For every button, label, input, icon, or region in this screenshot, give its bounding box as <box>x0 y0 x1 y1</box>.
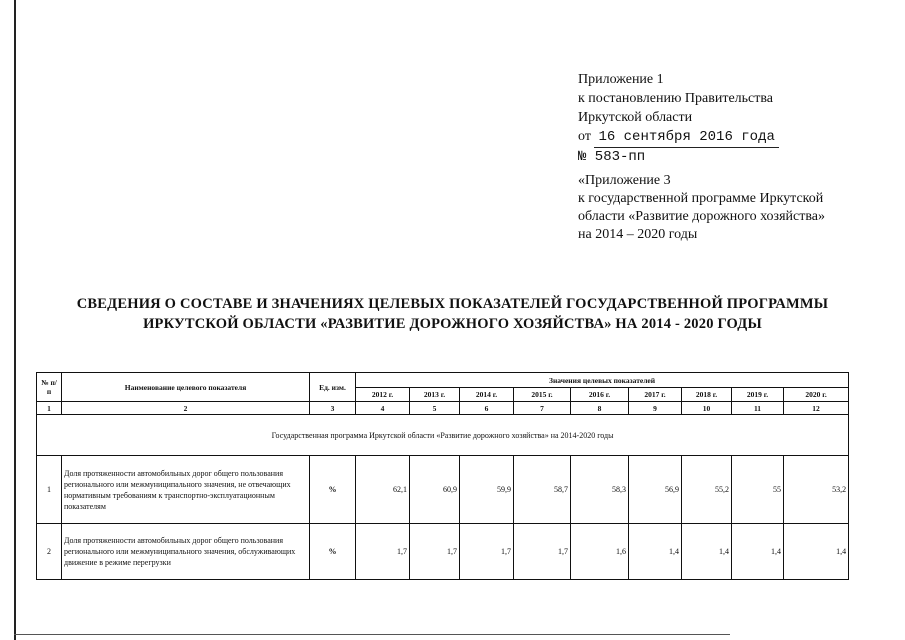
indicator-value: 53,2 <box>784 456 849 524</box>
program-title-cell: Государственная программа Иркутской области «Развитие дорожного хозяйства» на 2014-2020 годы <box>37 415 849 456</box>
document-title <box>40 294 865 334</box>
title-line-2: ИРКУТСКОЙ ОБЛАСТИ «РАЗВИТИЕ ДОРОЖНОГО ХОЗЯЙСТВА» НА 2014 - 2020 ГОДЫ <box>143 316 762 332</box>
appendix2-line-3: области «Развитие дорожного хозяйства» <box>578 209 825 224</box>
header-name: Наименование целевого показателя <box>62 373 310 402</box>
column-number: 12 <box>784 402 849 415</box>
indicator-value: 1,7 <box>514 524 571 580</box>
appendix-line-2: к постановлению Правительства <box>578 91 774 106</box>
table-column-numbers-row <box>37 402 849 415</box>
year-header: 2017 г. <box>629 388 682 402</box>
column-number: 8 <box>571 402 629 415</box>
indicator-value: 60,9 <box>410 456 460 524</box>
indicators-table <box>36 372 849 580</box>
indicator-name: Доля протяженности автомобильных дорог общего пользования регионального или межмуниципального значения, обслуживающих движение в режиме перегрузки <box>62 524 310 580</box>
year-header: 2013 г. <box>410 388 460 402</box>
indicator-value: 1,7 <box>460 524 514 580</box>
table-header-row <box>37 373 849 388</box>
row-number: 1 <box>37 456 62 524</box>
header-unit: Ед. изм. <box>310 373 356 402</box>
indicator-value: 58,7 <box>514 456 571 524</box>
indicator-value: 62,1 <box>356 456 410 524</box>
year-header: 2015 г. <box>514 388 571 402</box>
column-number: 1 <box>37 402 62 415</box>
column-number: 3 <box>310 402 356 415</box>
indicator-value: 1,7 <box>410 524 460 580</box>
appendix-date-row <box>578 127 779 148</box>
header-no: № п/п <box>37 373 62 402</box>
year-header: 2019 г. <box>732 388 784 402</box>
column-number: 4 <box>356 402 410 415</box>
year-header: 2014 г. <box>460 388 514 402</box>
appendix-program-note <box>578 172 825 244</box>
indicator-value: 55,2 <box>682 456 732 524</box>
column-number: 2 <box>62 402 310 415</box>
indicator-unit: % <box>310 456 356 524</box>
date-value: 16 сентября 2016 года <box>594 128 778 148</box>
year-header: 2016 г. <box>571 388 629 402</box>
column-number: 9 <box>629 402 682 415</box>
indicator-value: 1,4 <box>629 524 682 580</box>
header-values: Значения целевых показателей <box>356 373 849 388</box>
scan-edge-left <box>14 0 16 640</box>
year-header: 2020 г. <box>784 388 849 402</box>
column-number: 10 <box>682 402 732 415</box>
appendix-header <box>578 70 779 167</box>
scan-edge-bottom <box>14 634 730 635</box>
indicator-value: 1,6 <box>571 524 629 580</box>
date-prefix: от <box>578 129 591 144</box>
title-line-1: СВЕДЕНИЯ О СОСТАВЕ И ЗНАЧЕНИЯХ ЦЕЛЕВЫХ ПОКАЗАТЕЛЕЙ ГОСУДАРСТВЕННОЙ ПРОГРАММЫ <box>76 296 829 312</box>
column-number: 5 <box>410 402 460 415</box>
table-row <box>37 524 849 580</box>
indicator-value: 1,4 <box>784 524 849 580</box>
indicator-name: Доля протяженности автомобильных дорог общего пользования регионального или межмуниципального значения, не отвечающих нормативным требованиям к транспортно-эксплуатационным показателям <box>62 456 310 524</box>
indicator-value: 56,9 <box>629 456 682 524</box>
indicator-value: 59,9 <box>460 456 514 524</box>
program-row <box>37 415 849 456</box>
row-number: 2 <box>37 524 62 580</box>
year-header: 2012 г. <box>356 388 410 402</box>
indicator-value: 1,4 <box>682 524 732 580</box>
indicator-value: 55 <box>732 456 784 524</box>
appendix2-line-4: на 2014 – 2020 годы <box>578 227 698 242</box>
appendix2-line-1: «Приложение 3 <box>578 173 671 188</box>
column-number: 11 <box>732 402 784 415</box>
indicator-value: 1,4 <box>732 524 784 580</box>
indicator-value: 58,3 <box>571 456 629 524</box>
year-header: 2018 г. <box>682 388 732 402</box>
column-number: 7 <box>514 402 571 415</box>
column-number: 6 <box>460 402 514 415</box>
document-number: № 583-пп <box>578 149 646 165</box>
appendix-line-1: Приложение 1 <box>578 72 664 87</box>
indicator-value: 1,7 <box>356 524 410 580</box>
appendix2-line-2: к государственной программе Иркутской <box>578 191 824 206</box>
indicator-unit: % <box>310 524 356 580</box>
appendix-line-3: Иркутской области <box>578 110 693 125</box>
table-row <box>37 456 849 524</box>
